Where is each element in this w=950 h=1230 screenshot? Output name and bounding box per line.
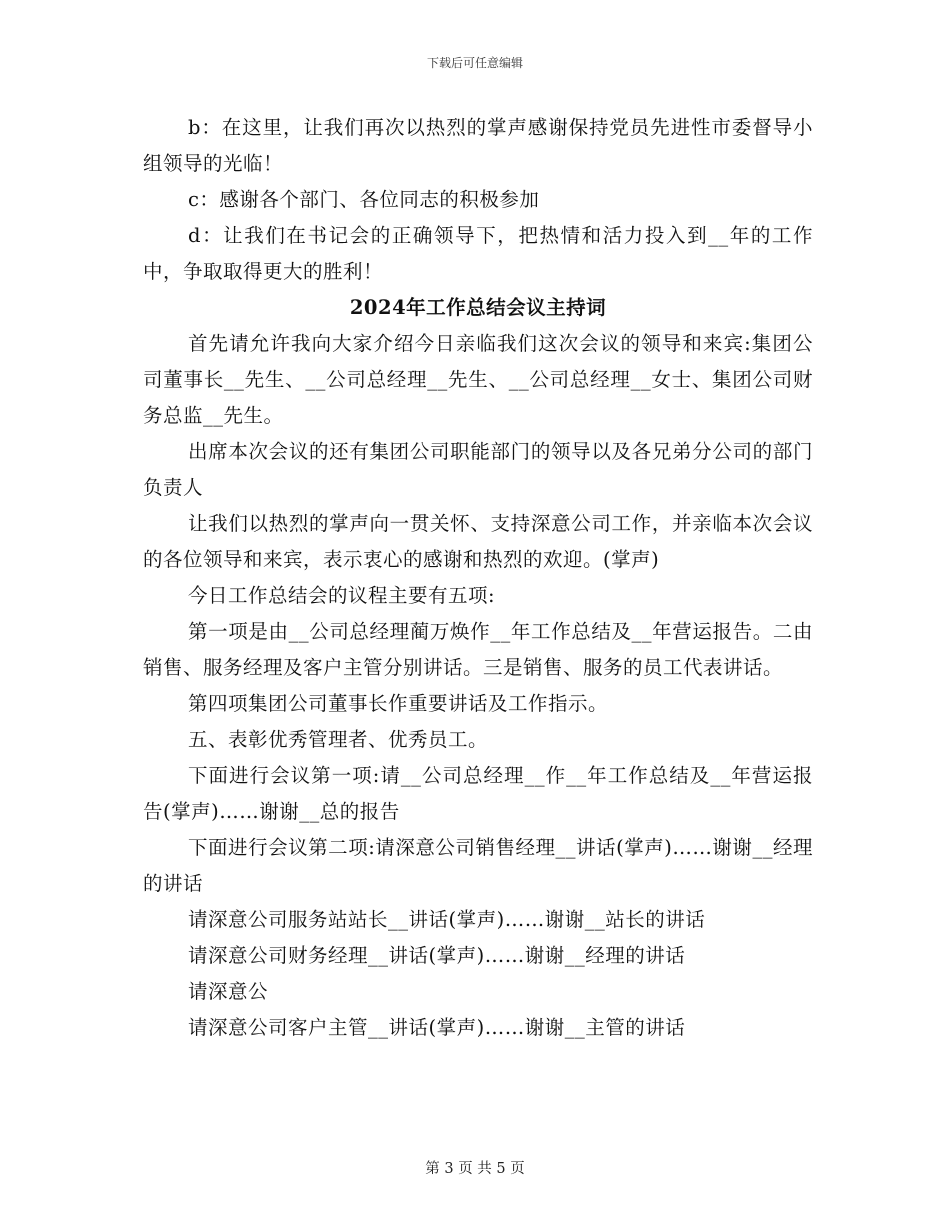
paragraph: 今日工作总结会的议程主要有五项: [188, 584, 496, 607]
page-header: 下载后可任意编辑 [426, 56, 523, 70]
paragraph-b: b：在这里，让我们再次以热烈的掌声感谢保持党员先进性市委督导小组领导的光临！ [143, 116, 813, 175]
paragraph: 请深意公司服务站站长__讲话(掌声)……谢谢__站长的讲话 [188, 908, 706, 931]
paragraph: 让我们以热烈的掌声向一贯关怀、支持深意公司工作，并亲临本次会议的各位领导和来宾，表示衷心的感谢和热烈的欢迎。(掌声) [143, 512, 813, 571]
document-body [143, 110, 813, 1046]
paragraph: 五、表彰优秀管理者、优秀员工。 [188, 728, 489, 751]
paragraph: 下面进行会议第二项:请深意公司销售经理__讲话(掌声)……谢谢__经理的讲话 [143, 836, 813, 895]
paragraph: 请深意公司财务经理__讲话(掌声)……谢谢__经理的讲话 [188, 944, 686, 967]
paragraph: 下面进行会议第一项:请__公司总经理__作__年工作总结及__年营运报告(掌声)……谢谢__总的报告 [143, 764, 813, 823]
paragraph-c: c：感谢各个部门、各位同志的积极参加 [188, 188, 540, 211]
paragraph: 出席本次会议的还有集团公司职能部门的领导以及各兄弟分公司的部门负责人 [143, 440, 813, 499]
paragraph: 请深意公 [188, 980, 269, 1003]
paragraph: 请深意公司客户主管__讲话(掌声)……谢谢__主管的讲话 [188, 1016, 686, 1039]
paragraph: 首先请允许我向大家介绍今日亲临我们这次会议的领导和来宾:集团公司董事长__先生、__公司总经理__先生、__公司总经理__女士、集团公司财务总监__先生。 [143, 332, 813, 427]
page-number: 第 3 页 共 5 页 [425, 1161, 525, 1177]
section-title: 2024年工作总结会议主持词 [349, 296, 607, 319]
paragraph-d: d：让我们在书记会的正确领导下，把热情和活力投入到__年的工作中，争取取得更大的胜利！ [143, 224, 813, 283]
paragraph: 第一项是由__公司总经理蔺万焕作__年工作总结及__年营运报告。二由销售、服务经理及客户主管分别讲话。三是销售、服务的员工代表讲话。 [143, 620, 813, 679]
paragraph: 第四项集团公司董事长作重要讲话及工作指示。 [188, 692, 609, 715]
